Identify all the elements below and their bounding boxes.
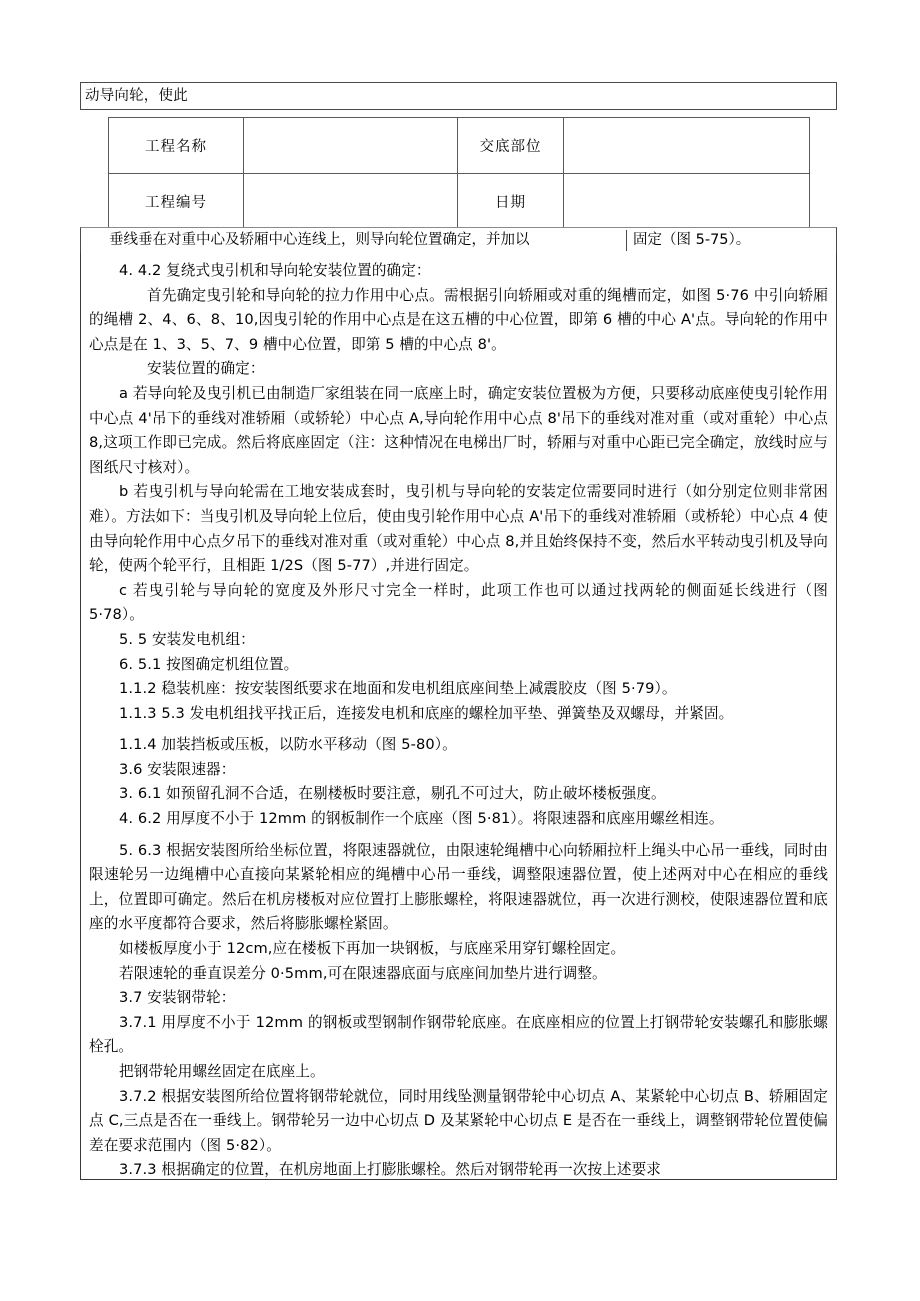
body-paragraph: 3.6 安装限速器： [119, 760, 236, 778]
body-paragraph: b 若曳引机与导向轮需在工地安装成套时，曳引机与导向轮的安装定位需要同时进行（如分别定位则非常困难）。方法如下：当曳引机及导向轮上位后，使由曳引轮作用中心点 A'吊下的垂线对准轿厢（或桥轮）中心点 4 使由导向轮作用中心点夕吊下的垂线对准对重（或对重轮）中心点 8,并且始终保持不变，然后水平转动曳引机及导向轮，使两个轮平行，且相距 1/2S（图 5-77）,并进行固定。 [89, 483, 828, 575]
body-paragraph: 4. 6.2 用厚度不小于 12mm 的钢板制作一个底座（图 5·81）。将限速器和底座用螺丝相连。 [119, 810, 724, 828]
body-paragraph: 如楼板厚度小于 12cm,应在楼板下再加一块钢板，与底座采用穿钉螺栓固定。 [119, 940, 626, 958]
body-paragraph: 5. 6.3 根据安装图所给坐标位置，将限速器就位，由限速轮绳槽中心向轿厢拉杆上绳头中心吊一垂线，同时由限速轮另一边绳槽中心直接向某紧轮相应的绳槽中心吊一垂线，调整限速器位置，使上述两对中心在相应的垂线上，位置即可确定。然后在机房楼板对应位置打上膨胀螺栓，将限速器就位，再一次进行测校，使限速器位置和底座的水平度都符合要求，然后将膨胀螺栓紧固。 [89, 841, 828, 933]
body-paragraph: 安装位置的确定： [147, 360, 265, 378]
body-paragraph: 3.7.3 根据确定的位置，在机房地面上打膨胀螺栓。然后对钢带轮再一次按上述要求 [119, 1161, 661, 1179]
body-paragraph: 3.7.2 根据安装图所给位置将钢带轮就位，同时用线坠测量钢带轮中心切点 A、某紧轮中心切点 B、轿厢固定点 C,三点是否在一垂线上。钢带轮另一边中心切点 D 及某紧轮中心切点 E 是否在一垂线上，调整钢带轮位置使偏差在要求范围内（图 5·82）。 [89, 1087, 828, 1154]
body-paragraph: 1.1.4 加装挡板或压板，以防水平移动（图 5-80）。 [119, 736, 457, 754]
body-paragraph: 3.7.1 用厚度不小于 12mm 的钢板或型钢制作钢带轮底座。在底座相应的位置上打钢带轮安装螺孔和膨胀螺栓孔。 [89, 1013, 828, 1056]
main-body-box [80, 252, 837, 1180]
body-paragraph: 4. 4.2 复绕式曳引机和导向轮安装位置的确定： [119, 262, 431, 279]
body-paragraph: 3. 6.1 如预留孔洞不合适，在剔楼板时要注意，剔孔不可过大，防止破坏楼板强度。 [119, 785, 666, 803]
body-paragraph: 6. 5.1 按图确定机组位置。 [119, 655, 299, 673]
body-paragraph: 1.1.2 稳装机座：按安装图纸要求在地面和发电机组底座间垫上减震胶皮（图 5·79）。 [119, 680, 677, 698]
body-paragraph: 3.7 安装钢带轮： [119, 989, 236, 1007]
mid-text-fragment-left: 垂线垂在对重中心及轿厢中心连线上，则导向轮位置确定，并加以 [109, 232, 530, 248]
paragraph-spacer [89, 832, 828, 839]
header-info-table [108, 117, 810, 230]
project-name-value[interactable] [244, 118, 458, 174]
mid-text-fragment-box [80, 227, 837, 253]
body-paragraph: 把钢带轮用螺丝固定在底座上。 [119, 1063, 325, 1080]
project-name-label: 工程名称 [109, 118, 244, 174]
table-row [109, 174, 810, 230]
mid-text-fragment-right: 固定（图 5-75）。 [626, 230, 750, 251]
body-paragraph: 首先确定曳引轮和导向轮的拉力作用中心点。需根据引向轿厢或对重的绳槽而定，如图 5·76 中引向轿厢的绳槽 2、4、6、8、10,因曳引轮的作用中心点是在这五槽的中心位置，即第 6 槽的中心 A'点。导向轮的作用中心点是在 1、3、5、7、9 槽中心位置，即第 5 槽的中心点 8'。 [89, 286, 828, 353]
disclosure-part-value[interactable] [564, 118, 810, 174]
disclosure-part-label: 交底部位 [458, 118, 564, 174]
top-text-fragment: 动导向轮，使此 [85, 88, 188, 104]
date-value[interactable] [564, 174, 810, 230]
top-text-fragment-box [80, 82, 837, 110]
body-paragraph: 若限速轮的垂直误差分 0·5mm,可在限速器底面与底座间加垫片进行调整。 [119, 964, 607, 982]
project-number-label: 工程编号 [109, 174, 244, 230]
body-paragraph: c 若曳引轮与导向轮的宽度及外形尺寸完全一样时，此项工作也可以通过找两轮的侧面延长线进行（图 5·78）。 [89, 581, 828, 624]
paragraph-spacer [89, 726, 828, 733]
date-label: 日期 [458, 174, 564, 230]
body-paragraph: 1.1.3 5.3 发电机组找平找正后，连接发电机和底座的螺栓加平垫、弹簧垫及双螺母，并紧固。 [119, 704, 734, 722]
project-number-value[interactable] [244, 174, 458, 230]
table-row [109, 118, 810, 174]
body-paragraph: a 若导向轮及曳引机已由制造厂家组装在同一底座上时，确定安装位置极为方便，只要移动底座使曳引轮作用中心点 4'吊下的垂线对准轿厢（或轿轮）中心点 A,导向轮作用中心点 8'吊下的垂线对准对重（或对重轮）中心点 8,这项工作即已完成。然后将底座固定（注：这种情况在电梯出厂时，轿厢与对重中心距已完全确定，放线时应与图纸尺寸核对）。 [89, 384, 828, 476]
body-paragraph: 5. 5 安装发电机组： [119, 630, 255, 648]
